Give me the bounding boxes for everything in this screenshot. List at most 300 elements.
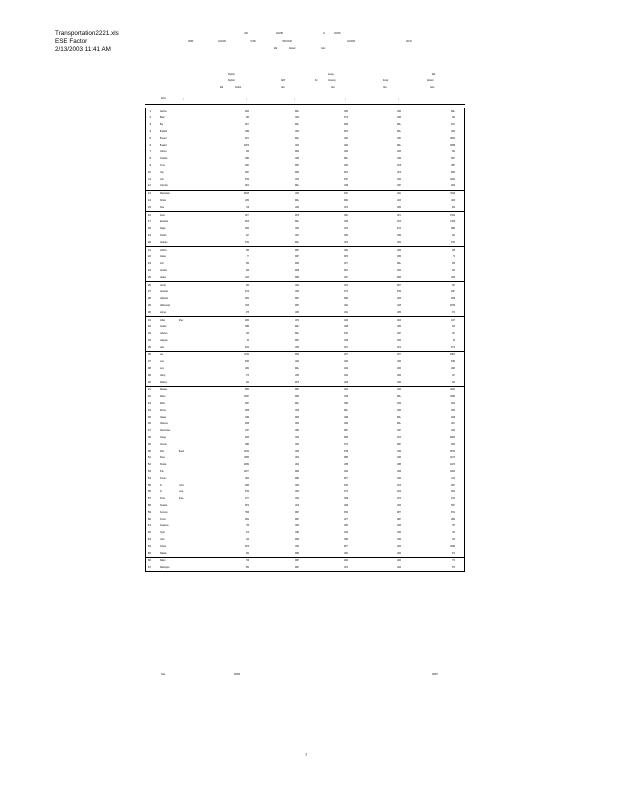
table-cell: 1058 — [343, 462, 348, 467]
district-name: Hernando — [160, 289, 168, 294]
table-cell: 2052 — [244, 226, 249, 231]
table-row — [145, 365, 465, 372]
table-cell: 2543 — [450, 183, 455, 188]
table-cell: 1003 — [396, 366, 401, 371]
table-cell: 3719 — [244, 289, 249, 294]
district-name: Lafayette — [160, 337, 168, 342]
column-header-label: Index — [281, 86, 285, 89]
table-cell: 5142 — [244, 344, 249, 349]
table-cell: 0059 — [343, 122, 348, 127]
district-number: 58 — [147, 503, 151, 508]
table-cell: 456 — [245, 267, 249, 272]
table-cell: 323 — [451, 115, 455, 120]
table-row — [145, 557, 465, 565]
district-name: Escambia — [160, 219, 168, 224]
table-cell: 1033 — [396, 523, 401, 528]
district-number: 17 — [147, 219, 151, 224]
table-row — [145, 128, 465, 135]
district-number: 35 — [147, 344, 151, 349]
table-cell: 452 — [245, 282, 249, 287]
table-cell: 0977 — [396, 509, 401, 514]
table-cell: 0997 — [294, 558, 299, 563]
table-cell: 1003 — [396, 372, 401, 377]
district-number: 41 — [147, 387, 151, 392]
table-cell: 1073 — [343, 282, 348, 287]
district-number: 36 — [147, 352, 151, 357]
district-number: 11 — [148, 176, 151, 181]
district-name: Nassau — [160, 414, 167, 419]
table-cell: 1042 — [396, 239, 401, 244]
table-cell: 999+ — [396, 261, 401, 266]
district-number: 61 — [147, 523, 151, 528]
district-number: 44 — [147, 407, 151, 412]
district-number: 23 — [147, 261, 151, 266]
table-cell: 739 — [245, 558, 249, 563]
district-name: Lake — [160, 344, 164, 349]
district-number: 24 — [147, 267, 151, 272]
table-row — [145, 197, 465, 204]
table-cell: 0950 — [294, 394, 299, 399]
table-cell: 0983 — [294, 475, 299, 480]
district-number: 10 — [147, 169, 151, 174]
table-row — [145, 400, 465, 407]
table-row — [145, 274, 465, 281]
district-number: 13 — [147, 191, 151, 196]
district-name: St. — [160, 482, 163, 487]
table-cell: 0774 — [343, 441, 348, 446]
sort-arrow-icon[interactable]: ↓ — [183, 96, 185, 101]
district-number: 34 — [147, 337, 151, 342]
table-cell: 999+ — [294, 239, 299, 244]
table-cell: 1020 — [343, 469, 348, 474]
table-cell: 0773 — [343, 115, 348, 120]
table-cell: 999+ — [396, 122, 401, 127]
table-cell: 23598 — [449, 142, 455, 147]
table-cell: 1023 — [396, 317, 401, 322]
district-name-part2: Beach — [179, 448, 185, 453]
table-cell: 1023 — [396, 558, 401, 563]
table-cell: 1437 — [450, 421, 455, 426]
table-cell: 53425 — [243, 191, 249, 196]
table-row — [145, 550, 465, 557]
table-cell: 1093 — [343, 421, 348, 426]
district-number: 7 — [149, 149, 151, 154]
table-cell: 304 — [245, 379, 249, 384]
table-cell: 1043 — [343, 558, 348, 563]
table-cell: 0774 — [343, 289, 348, 294]
sort-arrow-icon[interactable]: ↓ — [398, 96, 400, 101]
summary-label: 253365 — [188, 40, 194, 43]
district-number: 40 — [147, 379, 151, 384]
table-cell: 1033 — [294, 543, 299, 548]
table-row — [145, 211, 465, 219]
table-cell: 353 — [451, 261, 455, 266]
summary-label: Factor — [321, 47, 326, 50]
table-row — [145, 496, 465, 503]
table-cell: 423 — [451, 232, 455, 237]
table-row — [145, 462, 465, 469]
table-cell: 373 — [451, 550, 455, 555]
table-cell: 9379 — [244, 543, 249, 548]
table-cell: 1073 — [396, 482, 401, 487]
column-header-label: Allocated — [427, 79, 434, 82]
summary-label: 7,984,676,993 — [282, 40, 292, 43]
table-cell: 1044 — [294, 496, 299, 501]
district-number: 52 — [147, 462, 151, 467]
district-number: 18 — [147, 226, 151, 231]
table-cell: 73 — [452, 254, 455, 259]
district-number: 20 — [147, 239, 151, 244]
table-cell: 104 — [245, 331, 249, 336]
table-cell: 1074 — [396, 219, 401, 224]
table-cell: 137 — [451, 331, 455, 336]
table-cell: 1048 — [343, 496, 348, 501]
table-cell: 123 — [245, 537, 249, 541]
district-name: Union — [160, 537, 165, 541]
table-row — [145, 455, 465, 462]
district-name: Duval — [160, 212, 165, 217]
table-cell: 1092 — [343, 162, 348, 167]
district-number: 46 — [147, 421, 151, 426]
table-row — [145, 135, 465, 142]
column-header-label: Average — [328, 73, 334, 76]
district-name: St. — [160, 489, 163, 494]
table-cell: 1092 — [343, 142, 348, 147]
table-cell: 2403 — [450, 407, 455, 412]
table-cell: 1003 — [396, 379, 401, 384]
table-cell: 282 — [245, 115, 249, 120]
table-cell: 1053 — [396, 324, 401, 329]
table-cell: 1009 — [343, 219, 348, 224]
table-cell: 1053 — [343, 523, 348, 528]
table-cell: 1009 — [343, 183, 348, 188]
table-cell: 9019 — [244, 219, 249, 224]
table-cell: 403 — [451, 149, 455, 154]
table-cell: 4637 — [450, 482, 455, 487]
table-cell: 1064 — [244, 366, 249, 371]
table-cell: 1077 — [343, 261, 348, 266]
table-cell: 1083 — [294, 530, 299, 535]
district-number: 42 — [147, 394, 151, 399]
table-cell: 24477 — [243, 469, 249, 474]
table-cell: 1033 — [396, 387, 401, 392]
table-cell: 354 — [245, 261, 249, 266]
table-cell: 0977 — [396, 282, 401, 287]
file-name: Transportation2221.xls — [55, 30, 119, 37]
table-cell: 1003 — [396, 530, 401, 535]
district-number: 2 — [149, 115, 151, 120]
district-name: Columbia — [160, 183, 168, 188]
district-name: Broward — [160, 142, 167, 147]
table-cell: 1007 — [396, 428, 401, 433]
table-cell: 1039 — [294, 407, 299, 412]
district-number: 43 — [147, 401, 151, 406]
district-number: 60 — [147, 516, 151, 521]
table-cell: 10953 — [243, 455, 249, 460]
summary-label: 24,324,996 — [218, 40, 226, 43]
table-cell: 44070 — [243, 142, 249, 147]
district-number: 53 — [147, 469, 151, 474]
district-name: Sumter — [160, 516, 166, 521]
table-cell: 1082 — [294, 428, 299, 433]
sort-arrow-icon[interactable]: ↓ — [246, 96, 248, 101]
district-name: Suwannee — [160, 523, 169, 528]
table-cell: 10173 — [449, 455, 455, 460]
table-cell: 22179 — [449, 462, 455, 467]
table-cell: 1052 — [244, 197, 249, 202]
table-cell: 407 — [451, 282, 455, 287]
table-cell: 0928 — [294, 267, 299, 272]
district-name: Dixie — [160, 204, 165, 209]
table-cell: 23054 — [243, 462, 249, 467]
table-cell: 1042 — [343, 366, 348, 371]
column-header-label: ESE — [432, 73, 436, 76]
table-cell: 0993 — [396, 274, 401, 279]
table-cell: 0797 — [343, 176, 348, 181]
district-name: Santa — [160, 496, 165, 501]
district-name: Hardee — [160, 274, 166, 279]
table-cell: 2744 — [450, 496, 455, 501]
table-row — [145, 359, 465, 366]
table-cell: 1071 — [396, 212, 401, 217]
table-row — [145, 239, 465, 246]
table-cell: 999+ — [396, 128, 401, 133]
table-cell: 6703 — [244, 176, 249, 181]
table-cell: 0932 — [294, 149, 299, 154]
district-number: 67 — [147, 565, 151, 570]
table-cell: 1098 — [343, 414, 348, 419]
table-cell: 0979 — [294, 212, 299, 217]
table-cell: 0987 — [294, 296, 299, 301]
table-cell: 4077 — [244, 212, 249, 217]
table-cell: 999+ — [294, 366, 299, 371]
table-row — [145, 183, 465, 190]
district-number: 8 — [149, 156, 151, 161]
table-row — [145, 344, 465, 351]
district-name: Monroe — [160, 407, 167, 412]
column-header-label: FEFP — [281, 79, 285, 82]
district-number: 31 — [147, 317, 151, 322]
table-cell: 0793 — [343, 482, 348, 487]
table-cell: 1070 — [343, 226, 348, 231]
table-cell: 5703 — [244, 489, 249, 494]
district-name: Brevard — [160, 135, 167, 140]
table-cell: 2512 — [244, 183, 249, 188]
table-cell: 2502 — [244, 516, 249, 521]
table-cell: 10007 — [243, 394, 249, 399]
table-cell: 1043 — [396, 565, 401, 570]
table-cell: 7329 — [244, 302, 249, 307]
table-row — [145, 309, 465, 316]
district-number: 38 — [147, 366, 151, 371]
table-cell: 0770 — [343, 489, 348, 494]
table-cell: 1242 — [244, 274, 249, 279]
table-cell: 1032 — [294, 128, 299, 133]
table-cell: 5073 — [244, 503, 249, 508]
table-cell: 1077 — [343, 352, 348, 357]
table-row — [145, 468, 465, 475]
district-number: 56 — [147, 489, 151, 494]
district-number: 15 — [147, 204, 151, 209]
district-number: 26 — [147, 282, 151, 287]
district-number: 62 — [147, 530, 151, 535]
column-header-label: Weighted — [228, 79, 235, 82]
table-row — [145, 407, 465, 414]
district-number: 25 — [147, 274, 151, 279]
table-cell: 1009 — [396, 469, 401, 474]
table-cell: 1033 — [396, 337, 401, 342]
table-cell: 0977 — [343, 543, 348, 548]
table-cell: 403 — [245, 149, 249, 154]
table-cell: 2583 — [244, 441, 249, 446]
table-row — [145, 448, 465, 455]
district-name: Citrus — [160, 162, 165, 167]
table-cell: 1023 — [294, 359, 299, 364]
table-cell: 319 — [451, 324, 455, 329]
district-name: Franklin — [160, 232, 167, 237]
table-row — [145, 316, 465, 324]
table-cell: 1040 — [294, 448, 299, 453]
table-cell: 999+ — [396, 414, 401, 419]
district-number: 50 — [147, 448, 151, 453]
table-cell: 1032 — [343, 387, 348, 392]
table-cell: 1013 — [294, 176, 299, 181]
table-cell: 5773 — [450, 344, 455, 349]
column-header-label: Weighted — [228, 73, 235, 76]
table-row — [145, 162, 465, 169]
table-cell: 0997 — [294, 254, 299, 259]
table-cell: 999+ — [343, 156, 348, 161]
table-row — [145, 434, 465, 441]
table-cell: 1003 — [396, 475, 401, 480]
table-row — [145, 530, 465, 537]
table-cell: 1009 — [343, 503, 348, 508]
table-cell: 7539 — [244, 509, 249, 514]
table-cell: 0997 — [396, 516, 401, 521]
table-cell: 93 — [452, 337, 455, 342]
table-cell: 423 — [451, 267, 455, 272]
table-row — [145, 302, 465, 309]
table-cell: 133 — [451, 537, 455, 541]
table-cell: 1587 — [450, 162, 455, 167]
table-row — [145, 536, 465, 543]
table-cell: 0761 — [343, 191, 348, 196]
table-cell: 573 — [451, 565, 455, 570]
table-cell: 1032 — [294, 489, 299, 494]
district-name: Baker — [160, 115, 165, 120]
table-cell: 1079 — [343, 239, 348, 244]
district-name: Glades — [160, 254, 166, 259]
table-cell: 1071 — [343, 344, 348, 349]
table-cell: 1019 — [294, 503, 299, 508]
table-cell: 24546 — [449, 469, 455, 474]
district-name-part2: Johns — [179, 482, 184, 487]
district-name: Flagler — [160, 226, 166, 231]
table-cell: 1042 — [294, 462, 299, 467]
district-name: Washington — [160, 565, 170, 570]
district-name: Volusia — [160, 543, 166, 548]
table-cell: 1003 — [396, 359, 401, 364]
table-cell: 1072 — [396, 435, 401, 440]
table-cell: 1002 — [343, 247, 348, 252]
table-cell: 718 — [245, 204, 249, 209]
table-cell: 1007 — [396, 183, 401, 188]
table-row — [145, 386, 465, 394]
table-cell: 1003 — [396, 537, 401, 541]
table-cell: 40702 — [243, 448, 249, 453]
table-cell: 6203 — [244, 435, 249, 440]
table-cell: 470 — [245, 530, 249, 535]
district-number: 51 — [147, 455, 151, 460]
table-cell: 1797 — [244, 428, 249, 433]
table-cell: 999+ — [294, 197, 299, 202]
district-name: Leon — [160, 359, 165, 364]
table-cell: 0597 — [294, 162, 299, 167]
table-cell: 1983 — [244, 156, 249, 161]
table-cell: 0990 — [294, 469, 299, 474]
district-number: 29 — [147, 302, 151, 307]
table-cell: 173 — [245, 372, 249, 377]
table-cell: 0972 — [343, 267, 348, 272]
table-cell: 1073 — [396, 496, 401, 501]
table-cell: 0997 — [294, 509, 299, 514]
table-cell: 5384 — [450, 169, 455, 174]
table-cell: 137 — [451, 372, 455, 377]
table-cell: 0999 — [343, 435, 348, 440]
district-name-part2: Lucie — [179, 489, 184, 494]
table-cell: 1002 — [343, 302, 348, 307]
table-cell: 4303 — [450, 441, 455, 446]
table-cell: 1043 — [343, 372, 348, 377]
table-cell: 0997 — [294, 565, 299, 570]
table-cell: 1033 — [396, 401, 401, 406]
table-cell: 0997 — [396, 441, 401, 446]
table-cell: 1052 — [294, 441, 299, 446]
district-name: Taylor — [160, 530, 165, 535]
district-name: Hendry — [160, 282, 166, 287]
district-name: Orange — [160, 435, 167, 440]
sort-arrow-icon[interactable]: ↓ — [345, 96, 347, 101]
table-row — [145, 428, 465, 435]
table-cell: 1091 — [343, 212, 348, 217]
table-cell: 999+ — [396, 394, 401, 399]
table-row — [145, 502, 465, 509]
table-cell: 1289 — [244, 414, 249, 419]
district-name-part2: River — [179, 317, 184, 322]
sort-arrow-icon[interactable]: ↓ — [294, 96, 296, 101]
data-table — [145, 108, 465, 571]
table-cell: 1025 — [396, 296, 401, 301]
table-cell: 999+ — [294, 401, 299, 406]
table-cell: 0990 — [294, 414, 299, 419]
district-name: Seminole — [160, 509, 168, 514]
district-name: Putnam — [160, 475, 167, 480]
table-cell: 0977 — [343, 475, 348, 480]
district-name: Polk — [160, 469, 164, 474]
table-cell: 999+ — [294, 108, 299, 113]
table-cell: 1083 — [343, 537, 348, 541]
table-cell: 1013 — [396, 197, 401, 202]
table-cell: 999+ — [396, 142, 401, 147]
table-cell: 1043 — [343, 530, 348, 535]
table-cell: 5337 — [450, 503, 455, 508]
table-cell: 1742 — [450, 475, 455, 480]
table-cell: 1003 — [396, 550, 401, 555]
district-number: 49 — [147, 441, 151, 446]
table-cell: 10082 — [449, 394, 455, 399]
district-name: Alachua — [160, 108, 167, 113]
table-cell: 10533 — [449, 135, 455, 140]
